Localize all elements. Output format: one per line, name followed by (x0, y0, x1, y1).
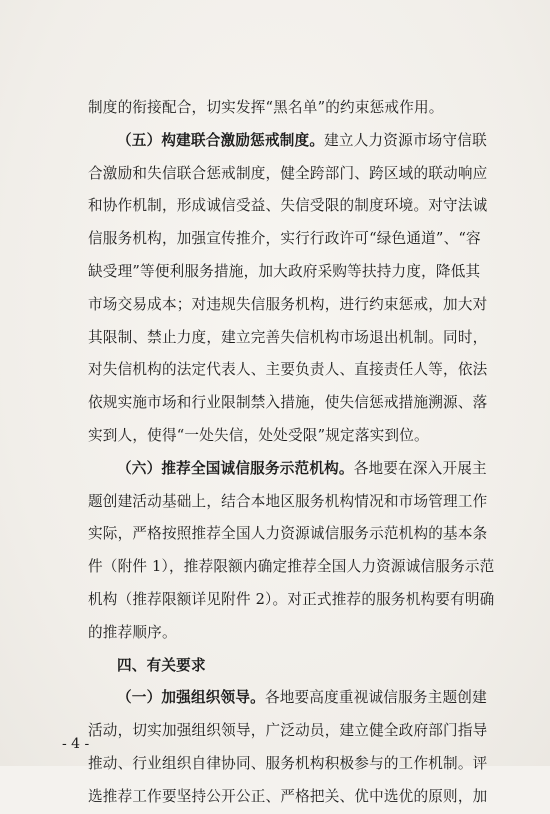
text-line: 活动，切实加强组织领导，广泛动员，建立健全政府部门指导 (88, 722, 488, 740)
text-line: 信服务机构，加强宣传推介，实行行政许可“绿色通道”、“容 (88, 230, 481, 248)
text-line: 机构（推荐限额详见附件 2）。对正式推荐的服务机构要有明确 (88, 590, 495, 608)
text-line: 依规实施市场和行业限制禁入措施，使失信惩戒措施溯源、落 (88, 394, 488, 412)
text-line: 市场交易成本；对违规失信服务机构，进行约束惩戒，加大对 (88, 295, 488, 313)
text-line: 合激励和失信联合惩戒制度，健全跨部门、跨区域的联动响应 (88, 164, 488, 182)
text-line: 实际，严格按照推荐全国人力资源诚信服务示范机构的基本条 (88, 525, 488, 543)
body-text (88, 92, 500, 814)
text-line: 的推荐顺序。 (88, 623, 177, 641)
text-line: 对失信机构的法定代表人、主要负责人、直接责任人等，依法 (88, 361, 488, 379)
text-run: 各地要在深入开展主 (353, 459, 487, 477)
section-heading: （一）加强组织领导。 (117, 689, 265, 707)
text-line: 和协作机制，形成诚信受益、失信受限的制度环境。对守法诚 (88, 197, 488, 215)
paragraph-first-line (88, 453, 500, 486)
text-line: 题创建活动基础上，结合本地区服务机构情况和市场管理工作 (88, 492, 488, 510)
text-line: 选推荐工作要坚持公开公正、严格把关、优中选优的原则，加 (88, 787, 488, 805)
chapter-heading (88, 650, 500, 683)
paragraph-first-line (88, 125, 500, 158)
text-run: 建立人力资源市场守信联 (324, 131, 487, 149)
text-line: 其限制、禁止力度，建立完善失信机构市场退出机制。同时， (88, 328, 488, 346)
text-line: 推动、行业组织自律协同、服务机构积极参与的工作机制。评 (88, 754, 488, 772)
text-line: 件（附件 1），推荐限额内确定推荐全国人力资源诚信服务示范 (88, 558, 495, 576)
text-line: 实到人，使得“一处失信，处处受限”规定落实到位。 (88, 426, 429, 444)
text-line: 缺受理”等便利服务措施，加大政府采购等扶持力度，降低其 (88, 262, 481, 280)
paragraph-first-line (88, 682, 500, 715)
page-number: - 4 - (62, 736, 90, 752)
text-line: 制度的衔接配合，切实发挥“黑名单”的约束惩戒作用。 (88, 99, 444, 116)
section-heading: （六）推荐全国诚信服务示范机构。 (117, 459, 354, 477)
section-heading: （五）构建联合激励惩戒制度。 (117, 131, 325, 149)
chapter-heading-text: 四、有关要求 (117, 656, 206, 674)
text-run: 各地要高度重视诚信服务主题创建 (264, 689, 487, 707)
